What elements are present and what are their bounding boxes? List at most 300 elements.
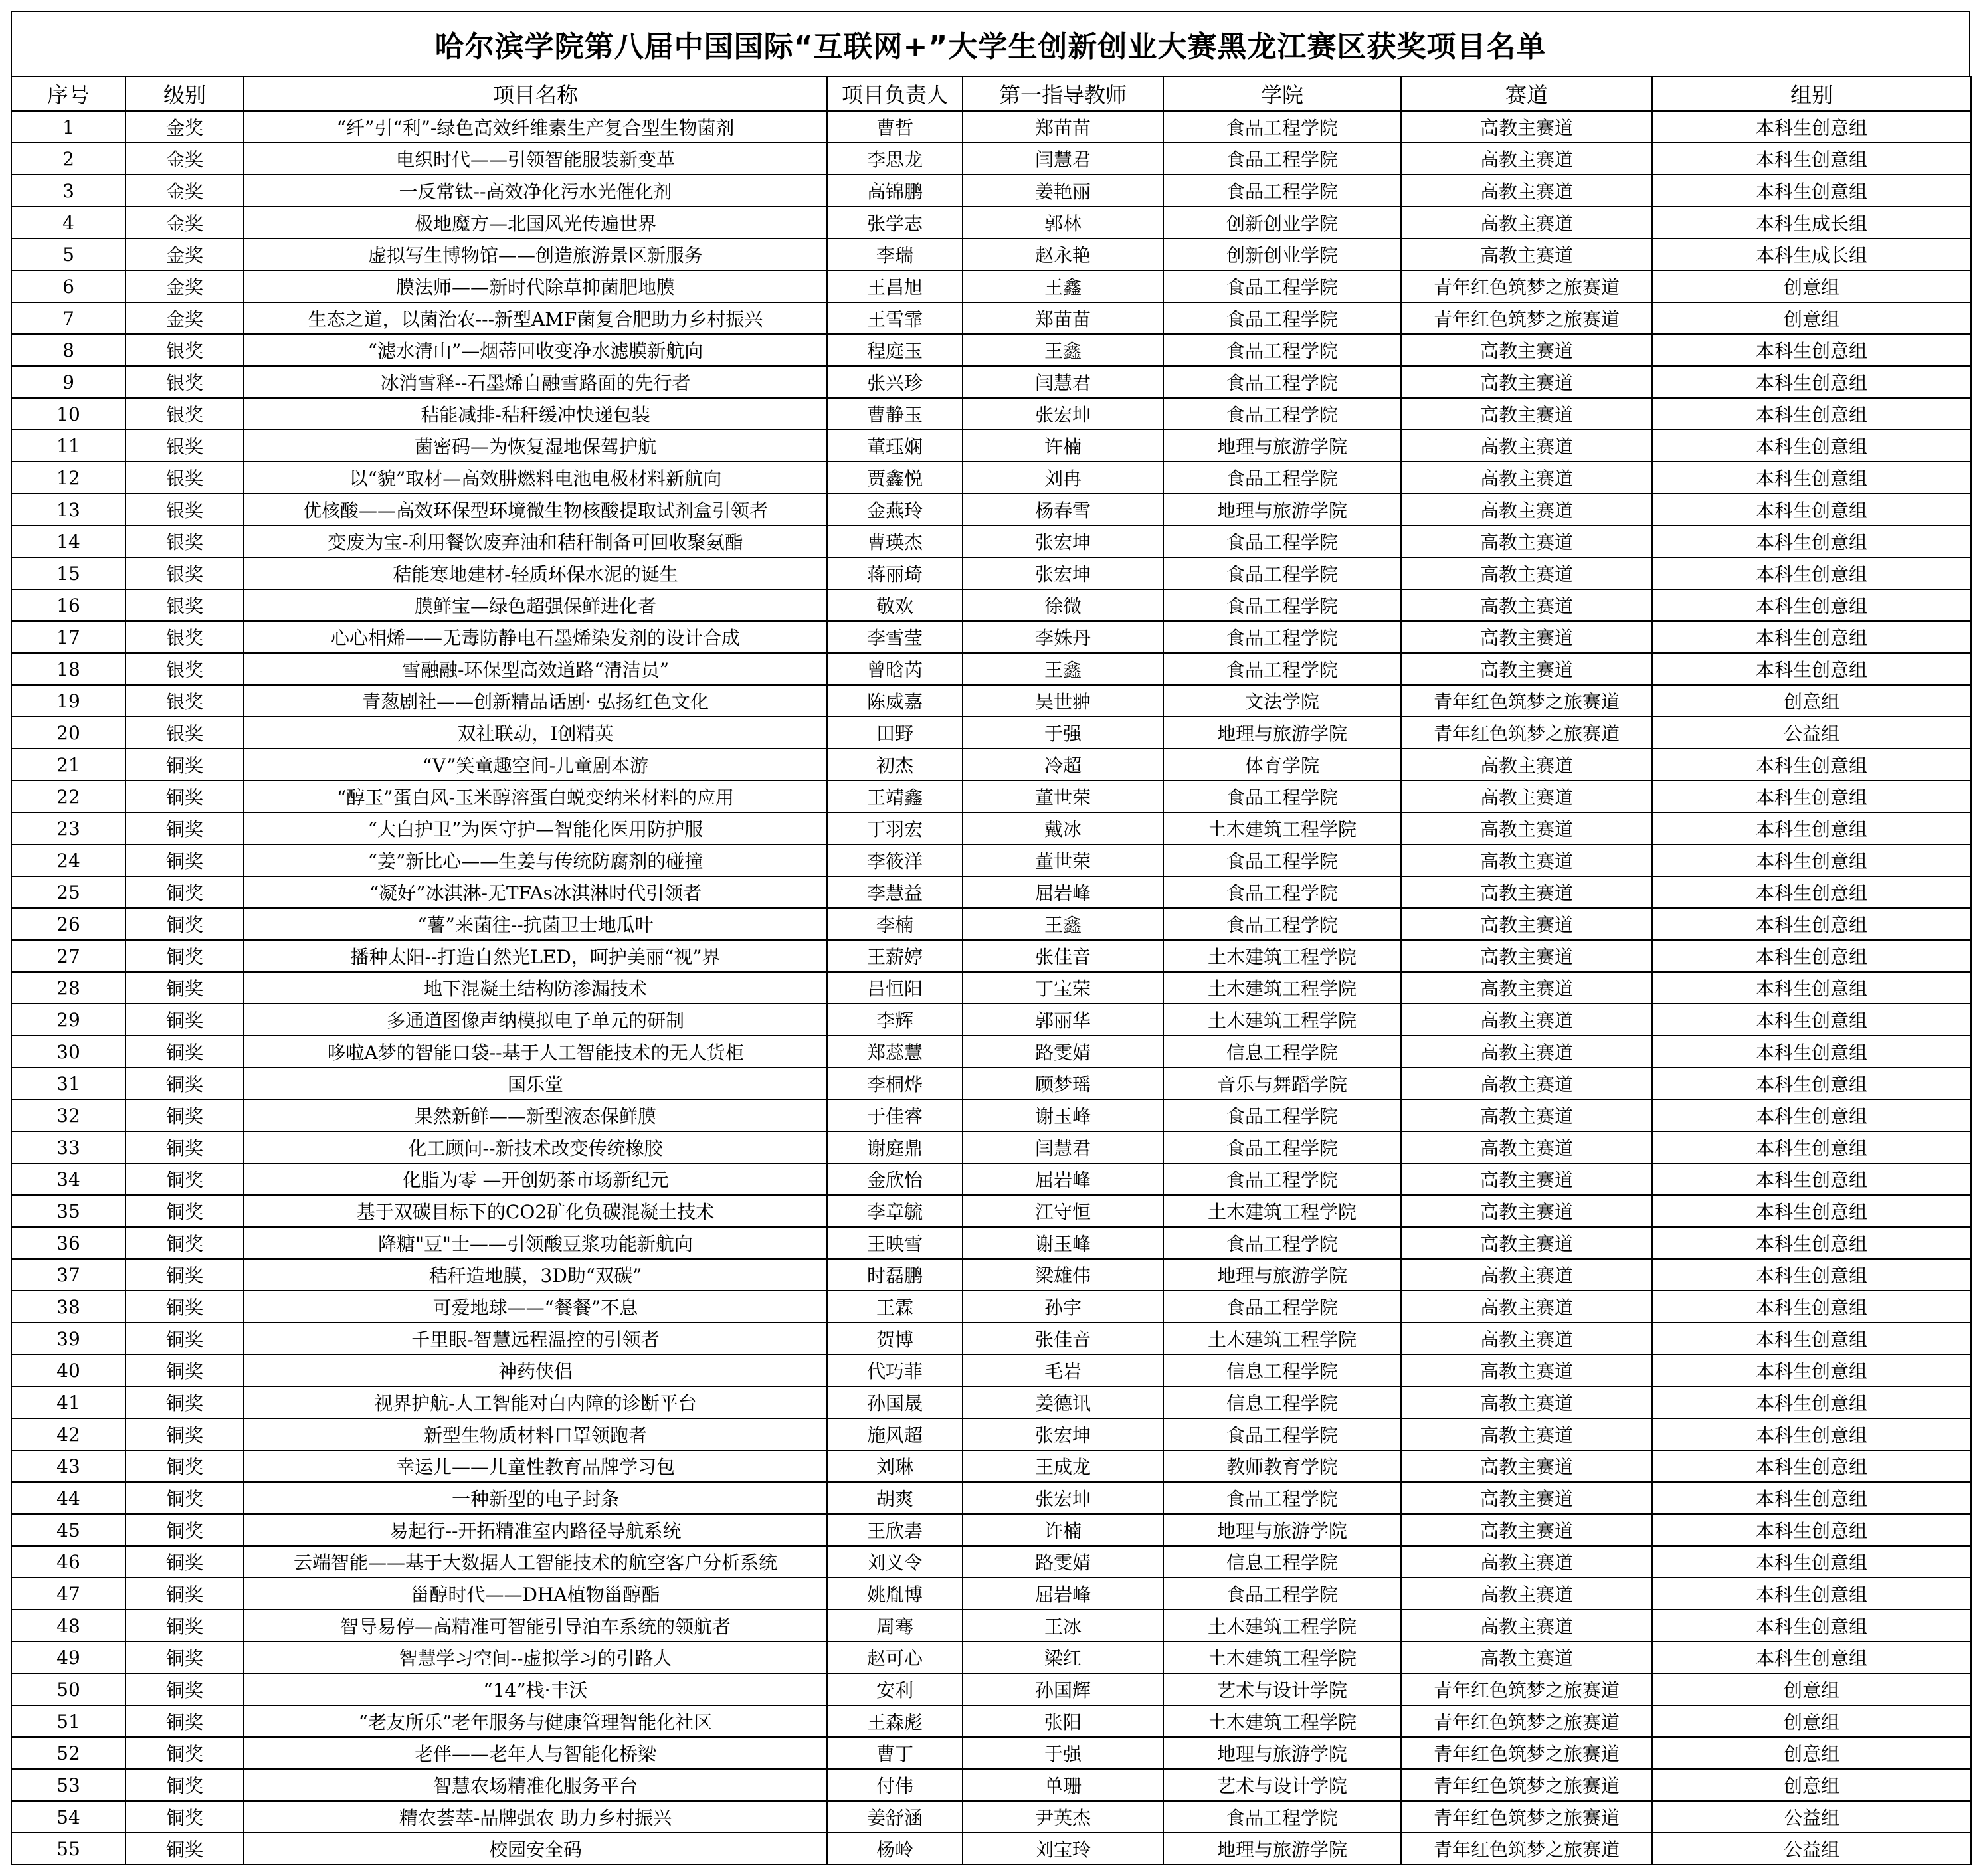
cell-group: 本科生创意组 bbox=[1652, 366, 1971, 398]
cell-leader: 李慧益 bbox=[827, 876, 963, 908]
cell-level: 铜奖 bbox=[126, 1482, 244, 1514]
cell-leader: 代巧菲 bbox=[827, 1355, 963, 1386]
cell-leader: 刘琳 bbox=[827, 1450, 963, 1482]
table-row bbox=[11, 1801, 1971, 1833]
table-row bbox=[11, 270, 1971, 302]
cell-index: 55 bbox=[11, 1833, 126, 1865]
cell-leader: 姚胤博 bbox=[827, 1578, 963, 1610]
cell-group: 本科生创意组 bbox=[1652, 334, 1971, 366]
cell-college: 食品工程学院 bbox=[1163, 908, 1401, 940]
cell-college: 食品工程学院 bbox=[1163, 398, 1401, 430]
cell-college: 地理与旅游学院 bbox=[1163, 1737, 1401, 1769]
cell-group: 本科生创意组 bbox=[1652, 1578, 1971, 1610]
cell-track: 高教主赛道 bbox=[1401, 143, 1652, 175]
cell-advisor: 张宏坤 bbox=[963, 525, 1163, 557]
cell-leader: 施风超 bbox=[827, 1418, 963, 1450]
cell-index: 18 bbox=[11, 653, 126, 685]
cell-level: 铜奖 bbox=[126, 1386, 244, 1418]
cell-advisor: 于强 bbox=[963, 1737, 1163, 1769]
table-row bbox=[11, 143, 1971, 175]
cell-college: 食品工程学院 bbox=[1163, 111, 1401, 143]
cell-leader: 王薪婷 bbox=[827, 940, 963, 972]
cell-track: 高教主赛道 bbox=[1401, 781, 1652, 812]
cell-project-name: “老友所乐”老年服务与健康管理智能化社区 bbox=[244, 1705, 827, 1737]
cell-project-name: 云端智能——基于大数据人工智能技术的航空客户分析系统 bbox=[244, 1546, 827, 1578]
cell-leader: 郑蕊慧 bbox=[827, 1036, 963, 1068]
cell-track: 高教主赛道 bbox=[1401, 398, 1652, 430]
cell-level: 铜奖 bbox=[126, 1227, 244, 1259]
cell-group: 本科生创意组 bbox=[1652, 1323, 1971, 1355]
cell-leader: 胡爽 bbox=[827, 1482, 963, 1514]
cell-leader: 刘义令 bbox=[827, 1546, 963, 1578]
cell-level: 银奖 bbox=[126, 685, 244, 717]
cell-college: 地理与旅游学院 bbox=[1163, 494, 1401, 525]
cell-college: 食品工程学院 bbox=[1163, 844, 1401, 876]
cell-level: 银奖 bbox=[126, 430, 244, 462]
cell-leader: 王雪霏 bbox=[827, 302, 963, 334]
cell-project-name: 视界护航-人工智能对白内障的诊断平台 bbox=[244, 1386, 827, 1418]
table-row bbox=[11, 1514, 1971, 1546]
cell-college: 食品工程学院 bbox=[1163, 589, 1401, 621]
cell-group: 本科生创意组 bbox=[1652, 1386, 1971, 1418]
cell-project-name: 双社联动，I创精英 bbox=[244, 717, 827, 749]
cell-group: 本科生创意组 bbox=[1652, 1642, 1971, 1673]
table-row bbox=[11, 207, 1971, 238]
cell-advisor: 孙国辉 bbox=[963, 1673, 1163, 1705]
cell-level: 铜奖 bbox=[126, 972, 244, 1004]
cell-advisor: 闫慧君 bbox=[963, 143, 1163, 175]
table-row bbox=[11, 972, 1971, 1004]
cell-track: 青年红色筑梦之旅赛道 bbox=[1401, 1737, 1652, 1769]
table-row bbox=[11, 908, 1971, 940]
cell-track: 高教主赛道 bbox=[1401, 1482, 1652, 1514]
cell-level: 铜奖 bbox=[126, 812, 244, 844]
cell-level: 铜奖 bbox=[126, 1291, 244, 1323]
table-row bbox=[11, 175, 1971, 207]
cell-leader: 程庭玉 bbox=[827, 334, 963, 366]
cell-track: 高教主赛道 bbox=[1401, 1386, 1652, 1418]
cell-group: 本科生创意组 bbox=[1652, 1099, 1971, 1131]
cell-college: 地理与旅游学院 bbox=[1163, 717, 1401, 749]
cell-college: 食品工程学院 bbox=[1163, 621, 1401, 653]
cell-advisor: 江守恒 bbox=[963, 1195, 1163, 1227]
cell-project-name: 化工顾问--新技术改变传统橡胶 bbox=[244, 1131, 827, 1163]
cell-college: 信息工程学院 bbox=[1163, 1546, 1401, 1578]
col-header-level: 级别 bbox=[126, 76, 244, 111]
header-row bbox=[11, 76, 1971, 111]
table-row bbox=[11, 1450, 1971, 1482]
cell-advisor: 单珊 bbox=[963, 1769, 1163, 1801]
cell-project-name: 秸秆造地膜，3D助“双碳” bbox=[244, 1259, 827, 1291]
cell-level: 金奖 bbox=[126, 143, 244, 175]
cell-leader: 陈威嘉 bbox=[827, 685, 963, 717]
cell-index: 42 bbox=[11, 1418, 126, 1450]
cell-index: 34 bbox=[11, 1163, 126, 1195]
cell-college: 音乐与舞蹈学院 bbox=[1163, 1068, 1401, 1099]
table-row bbox=[11, 1610, 1971, 1642]
table-row bbox=[11, 1833, 1971, 1865]
cell-leader: 周骞 bbox=[827, 1610, 963, 1642]
cell-group: 本科生创意组 bbox=[1652, 1610, 1971, 1642]
cell-group: 本科生创意组 bbox=[1652, 1291, 1971, 1323]
cell-college: 地理与旅游学院 bbox=[1163, 430, 1401, 462]
cell-index: 9 bbox=[11, 366, 126, 398]
cell-advisor: 张佳音 bbox=[963, 940, 1163, 972]
table-row bbox=[11, 1546, 1971, 1578]
cell-leader: 李桐烨 bbox=[827, 1068, 963, 1099]
cell-leader: 李筱洋 bbox=[827, 844, 963, 876]
cell-level: 铜奖 bbox=[126, 1099, 244, 1131]
cell-advisor: 姜艳丽 bbox=[963, 175, 1163, 207]
cell-college: 食品工程学院 bbox=[1163, 462, 1401, 494]
cell-index: 26 bbox=[11, 908, 126, 940]
cell-leader: 蒋丽琦 bbox=[827, 557, 963, 589]
cell-leader: 金欣怡 bbox=[827, 1163, 963, 1195]
cell-project-name: 多通道图像声纳模拟电子单元的研制 bbox=[244, 1004, 827, 1036]
cell-index: 15 bbox=[11, 557, 126, 589]
cell-group: 本科生创意组 bbox=[1652, 1004, 1971, 1036]
cell-advisor: 王鑫 bbox=[963, 908, 1163, 940]
cell-advisor: 冷超 bbox=[963, 749, 1163, 781]
cell-advisor: 顾梦瑶 bbox=[963, 1068, 1163, 1099]
cell-index: 35 bbox=[11, 1195, 126, 1227]
cell-group: 公益组 bbox=[1652, 1801, 1971, 1833]
cell-group: 本科生创意组 bbox=[1652, 557, 1971, 589]
cell-college: 食品工程学院 bbox=[1163, 876, 1401, 908]
cell-project-name: 青葱剧社——创新精品话剧· 弘扬红色文化 bbox=[244, 685, 827, 717]
cell-project-name: 以“貌”取材—高效肼燃料电池电极材料新航向 bbox=[244, 462, 827, 494]
cell-advisor: 徐微 bbox=[963, 589, 1163, 621]
cell-index: 2 bbox=[11, 143, 126, 175]
cell-advisor: 张宏坤 bbox=[963, 557, 1163, 589]
cell-level: 铜奖 bbox=[126, 1610, 244, 1642]
cell-leader: 敬欢 bbox=[827, 589, 963, 621]
cell-index: 39 bbox=[11, 1323, 126, 1355]
cell-index: 32 bbox=[11, 1099, 126, 1131]
cell-advisor: 屈岩峰 bbox=[963, 1578, 1163, 1610]
cell-track: 高教主赛道 bbox=[1401, 749, 1652, 781]
cell-project-name: 精农荟萃-品牌强农 助力乡村振兴 bbox=[244, 1801, 827, 1833]
cell-advisor: 姜德讯 bbox=[963, 1386, 1163, 1418]
cell-level: 铜奖 bbox=[126, 1163, 244, 1195]
cell-leader: 李雪莹 bbox=[827, 621, 963, 653]
cell-group: 创意组 bbox=[1652, 1769, 1971, 1801]
cell-leader: 丁羽宏 bbox=[827, 812, 963, 844]
cell-project-name: 智导易停—高精准可智能引导泊车系统的领航者 bbox=[244, 1610, 827, 1642]
table-row bbox=[11, 462, 1971, 494]
cell-project-name: 幸运儿——儿童性教育品牌学习包 bbox=[244, 1450, 827, 1482]
cell-leader: 曹瑛杰 bbox=[827, 525, 963, 557]
table-row bbox=[11, 717, 1971, 749]
cell-advisor: 郭林 bbox=[963, 207, 1163, 238]
cell-level: 铜奖 bbox=[126, 1068, 244, 1099]
col-header-track: 赛道 bbox=[1401, 76, 1652, 111]
cell-level: 铜奖 bbox=[126, 1737, 244, 1769]
cell-index: 28 bbox=[11, 972, 126, 1004]
cell-college: 土木建筑工程学院 bbox=[1163, 1323, 1401, 1355]
cell-project-name: 千里眼-智慧远程温控的引领者 bbox=[244, 1323, 827, 1355]
table-row bbox=[11, 844, 1971, 876]
cell-index: 3 bbox=[11, 175, 126, 207]
cell-college: 食品工程学院 bbox=[1163, 334, 1401, 366]
cell-advisor: 许楠 bbox=[963, 430, 1163, 462]
cell-group: 本科生成长组 bbox=[1652, 238, 1971, 270]
cell-track: 青年红色筑梦之旅赛道 bbox=[1401, 1705, 1652, 1737]
cell-group: 公益组 bbox=[1652, 1833, 1971, 1865]
cell-track: 高教主赛道 bbox=[1401, 1323, 1652, 1355]
cell-project-name: 播种太阳--打造自然光LED，呵护美丽“视”界 bbox=[244, 940, 827, 972]
cell-group: 本科生创意组 bbox=[1652, 1546, 1971, 1578]
table-row bbox=[11, 1705, 1971, 1737]
cell-group: 本科生创意组 bbox=[1652, 1163, 1971, 1195]
cell-group: 本科生创意组 bbox=[1652, 972, 1971, 1004]
cell-index: 22 bbox=[11, 781, 126, 812]
cell-leader: 董珏娴 bbox=[827, 430, 963, 462]
cell-advisor: 丁宝荣 bbox=[963, 972, 1163, 1004]
cell-index: 21 bbox=[11, 749, 126, 781]
table-row bbox=[11, 1068, 1971, 1099]
cell-advisor: 谢玉峰 bbox=[963, 1227, 1163, 1259]
cell-college: 食品工程学院 bbox=[1163, 1482, 1401, 1514]
cell-group: 本科生创意组 bbox=[1652, 398, 1971, 430]
cell-leader: 王映雪 bbox=[827, 1227, 963, 1259]
table-row bbox=[11, 940, 1971, 972]
cell-track: 高教主赛道 bbox=[1401, 1004, 1652, 1036]
cell-track: 高教主赛道 bbox=[1401, 1418, 1652, 1450]
cell-college: 创新创业学院 bbox=[1163, 207, 1401, 238]
cell-college: 信息工程学院 bbox=[1163, 1355, 1401, 1386]
table-row bbox=[11, 302, 1971, 334]
cell-project-name: 哆啦A梦的智能口袋--基于人工智能技术的无人货柜 bbox=[244, 1036, 827, 1068]
cell-track: 高教主赛道 bbox=[1401, 1514, 1652, 1546]
cell-advisor: 刘宝玲 bbox=[963, 1833, 1163, 1865]
cell-index: 7 bbox=[11, 302, 126, 334]
cell-group: 本科生创意组 bbox=[1652, 812, 1971, 844]
cell-college: 食品工程学院 bbox=[1163, 653, 1401, 685]
cell-index: 25 bbox=[11, 876, 126, 908]
cell-level: 金奖 bbox=[126, 302, 244, 334]
cell-project-name: 智慧农场精准化服务平台 bbox=[244, 1769, 827, 1801]
cell-advisor: 张宏坤 bbox=[963, 1418, 1163, 1450]
cell-group: 本科生创意组 bbox=[1652, 781, 1971, 812]
cell-advisor: 屈岩峰 bbox=[963, 1163, 1163, 1195]
cell-leader: 初杰 bbox=[827, 749, 963, 781]
cell-index: 23 bbox=[11, 812, 126, 844]
table-row bbox=[11, 1195, 1971, 1227]
cell-college: 食品工程学院 bbox=[1163, 525, 1401, 557]
cell-college: 食品工程学院 bbox=[1163, 270, 1401, 302]
cell-level: 铜奖 bbox=[126, 1259, 244, 1291]
cell-advisor: 刘冉 bbox=[963, 462, 1163, 494]
cell-index: 1 bbox=[11, 111, 126, 143]
cell-track: 高教主赛道 bbox=[1401, 940, 1652, 972]
cell-college: 文法学院 bbox=[1163, 685, 1401, 717]
cell-track: 青年红色筑梦之旅赛道 bbox=[1401, 717, 1652, 749]
cell-track: 青年红色筑梦之旅赛道 bbox=[1401, 1673, 1652, 1705]
cell-group: 本科生创意组 bbox=[1652, 1355, 1971, 1386]
table-row bbox=[11, 1737, 1971, 1769]
cell-advisor: 张宏坤 bbox=[963, 398, 1163, 430]
cell-college: 食品工程学院 bbox=[1163, 1227, 1401, 1259]
page-title: 哈尔滨学院第八届中国国际“互联网+”大学生创新创业大赛黑龙江赛区获奖项目名单 bbox=[434, 30, 1547, 64]
cell-group: 本科生创意组 bbox=[1652, 1131, 1971, 1163]
cell-project-name: 国乐堂 bbox=[244, 1068, 827, 1099]
cell-index: 19 bbox=[11, 685, 126, 717]
col-header-leader: 项目负责人 bbox=[827, 76, 963, 111]
cell-track: 高教主赛道 bbox=[1401, 1450, 1652, 1482]
cell-track: 高教主赛道 bbox=[1401, 1610, 1652, 1642]
cell-level: 银奖 bbox=[126, 525, 244, 557]
cell-track: 高教主赛道 bbox=[1401, 1195, 1652, 1227]
table-row bbox=[11, 111, 1971, 143]
cell-level: 铜奖 bbox=[126, 1355, 244, 1386]
table-row bbox=[11, 621, 1971, 653]
cell-index: 46 bbox=[11, 1546, 126, 1578]
cell-index: 49 bbox=[11, 1642, 126, 1673]
cell-group: 本科生创意组 bbox=[1652, 876, 1971, 908]
cell-group: 本科生创意组 bbox=[1652, 494, 1971, 525]
cell-college: 土木建筑工程学院 bbox=[1163, 812, 1401, 844]
cell-level: 铜奖 bbox=[126, 1418, 244, 1450]
cell-index: 36 bbox=[11, 1227, 126, 1259]
cell-advisor: 孙宇 bbox=[963, 1291, 1163, 1323]
cell-project-name: 甾醇时代——DHA植物甾醇酯 bbox=[244, 1578, 827, 1610]
cell-college: 艺术与设计学院 bbox=[1163, 1673, 1401, 1705]
cell-college: 土木建筑工程学院 bbox=[1163, 1610, 1401, 1642]
cell-index: 51 bbox=[11, 1705, 126, 1737]
cell-project-name: 心心相烯——无毒防静电石墨烯染发剂的设计合成 bbox=[244, 621, 827, 653]
cell-college: 食品工程学院 bbox=[1163, 366, 1401, 398]
cell-project-name: “姜”新比心——生姜与传统防腐剂的碰撞 bbox=[244, 844, 827, 876]
cell-leader: 王霖 bbox=[827, 1291, 963, 1323]
cell-leader: 金燕玲 bbox=[827, 494, 963, 525]
cell-project-name: 冰消雪释--石墨烯自融雪路面的先行者 bbox=[244, 366, 827, 398]
cell-advisor: 吴世翀 bbox=[963, 685, 1163, 717]
cell-project-name: 菌密码—为恢复湿地保驾护航 bbox=[244, 430, 827, 462]
cell-group: 创意组 bbox=[1652, 685, 1971, 717]
table-row bbox=[11, 812, 1971, 844]
cell-project-name: 地下混凝土结构防渗漏技术 bbox=[244, 972, 827, 1004]
cell-advisor: 王鑫 bbox=[963, 653, 1163, 685]
cell-college: 食品工程学院 bbox=[1163, 1163, 1401, 1195]
cell-track: 高教主赛道 bbox=[1401, 207, 1652, 238]
table-row bbox=[11, 781, 1971, 812]
cell-advisor: 董世荣 bbox=[963, 781, 1163, 812]
cell-index: 8 bbox=[11, 334, 126, 366]
cell-level: 铜奖 bbox=[126, 1642, 244, 1673]
table-row bbox=[11, 653, 1971, 685]
cell-college: 土木建筑工程学院 bbox=[1163, 1705, 1401, 1737]
cell-project-name: 秸能减排-秸秆缓冲快递包装 bbox=[244, 398, 827, 430]
cell-level: 铜奖 bbox=[126, 844, 244, 876]
cell-index: 24 bbox=[11, 844, 126, 876]
cell-leader: 李思龙 bbox=[827, 143, 963, 175]
cell-index: 27 bbox=[11, 940, 126, 972]
cell-level: 银奖 bbox=[126, 589, 244, 621]
cell-college: 食品工程学院 bbox=[1163, 175, 1401, 207]
cell-college: 地理与旅游学院 bbox=[1163, 1259, 1401, 1291]
cell-level: 铜奖 bbox=[126, 749, 244, 781]
cell-advisor: 闫慧君 bbox=[963, 366, 1163, 398]
cell-project-name: 秸能寒地建材-轻质环保水泥的诞生 bbox=[244, 557, 827, 589]
cell-advisor: 尹英杰 bbox=[963, 1801, 1163, 1833]
cell-group: 本科生创意组 bbox=[1652, 525, 1971, 557]
cell-advisor: 董世荣 bbox=[963, 844, 1163, 876]
cell-college: 食品工程学院 bbox=[1163, 1418, 1401, 1450]
cell-index: 6 bbox=[11, 270, 126, 302]
cell-level: 铜奖 bbox=[126, 1769, 244, 1801]
award-table bbox=[11, 76, 1972, 1865]
cell-project-name: 智慧学习空间--虚拟学习的引路人 bbox=[244, 1642, 827, 1673]
cell-advisor: 张佳音 bbox=[963, 1323, 1163, 1355]
cell-group: 本科生创意组 bbox=[1652, 1450, 1971, 1482]
cell-level: 银奖 bbox=[126, 494, 244, 525]
cell-level: 铜奖 bbox=[126, 1546, 244, 1578]
cell-leader: 安利 bbox=[827, 1673, 963, 1705]
table-row bbox=[11, 589, 1971, 621]
cell-leader: 王靖鑫 bbox=[827, 781, 963, 812]
cell-college: 信息工程学院 bbox=[1163, 1036, 1401, 1068]
cell-level: 银奖 bbox=[126, 462, 244, 494]
cell-group: 本科生创意组 bbox=[1652, 908, 1971, 940]
cell-leader: 李瑞 bbox=[827, 238, 963, 270]
cell-leader: 曹静玉 bbox=[827, 398, 963, 430]
cell-level: 铜奖 bbox=[126, 781, 244, 812]
cell-level: 银奖 bbox=[126, 557, 244, 589]
cell-group: 本科生创意组 bbox=[1652, 1227, 1971, 1259]
cell-leader: 李章毓 bbox=[827, 1195, 963, 1227]
col-header-advisor: 第一指导教师 bbox=[963, 76, 1163, 111]
cell-advisor: 李姝丹 bbox=[963, 621, 1163, 653]
cell-track: 高教主赛道 bbox=[1401, 525, 1652, 557]
cell-group: 本科生创意组 bbox=[1652, 1418, 1971, 1450]
cell-college: 体育学院 bbox=[1163, 749, 1401, 781]
cell-leader: 谢庭鼎 bbox=[827, 1131, 963, 1163]
cell-level: 银奖 bbox=[126, 334, 244, 366]
cell-college: 食品工程学院 bbox=[1163, 1291, 1401, 1323]
cell-track: 高教主赛道 bbox=[1401, 1131, 1652, 1163]
cell-level: 银奖 bbox=[126, 717, 244, 749]
cell-college: 地理与旅游学院 bbox=[1163, 1514, 1401, 1546]
cell-project-name: “V”笑童趣空间-儿童剧本游 bbox=[244, 749, 827, 781]
cell-track: 青年红色筑梦之旅赛道 bbox=[1401, 1833, 1652, 1865]
table-row bbox=[11, 494, 1971, 525]
cell-project-name: 新型生物质材料口罩领跑者 bbox=[244, 1418, 827, 1450]
cell-project-name: 极地魔方—北国风光传遍世界 bbox=[244, 207, 827, 238]
table-row bbox=[11, 1259, 1971, 1291]
cell-level: 银奖 bbox=[126, 398, 244, 430]
table-row bbox=[11, 1482, 1971, 1514]
cell-index: 37 bbox=[11, 1259, 126, 1291]
cell-group: 公益组 bbox=[1652, 717, 1971, 749]
cell-advisor: 于强 bbox=[963, 717, 1163, 749]
cell-leader: 于佳睿 bbox=[827, 1099, 963, 1131]
cell-track: 高教主赛道 bbox=[1401, 589, 1652, 621]
cell-group: 本科生创意组 bbox=[1652, 653, 1971, 685]
cell-college: 土木建筑工程学院 bbox=[1163, 940, 1401, 972]
cell-index: 30 bbox=[11, 1036, 126, 1068]
cell-level: 铜奖 bbox=[126, 1036, 244, 1068]
table-row bbox=[11, 1386, 1971, 1418]
cell-project-name: 基于双碳目标下的CO2矿化负碳混凝土技术 bbox=[244, 1195, 827, 1227]
cell-project-name: 老伴——老年人与智能化桥梁 bbox=[244, 1737, 827, 1769]
cell-index: 44 bbox=[11, 1482, 126, 1514]
table-row bbox=[11, 398, 1971, 430]
cell-college: 食品工程学院 bbox=[1163, 557, 1401, 589]
cell-leader: 杨岭 bbox=[827, 1833, 963, 1865]
cell-index: 50 bbox=[11, 1673, 126, 1705]
cell-track: 高教主赛道 bbox=[1401, 876, 1652, 908]
